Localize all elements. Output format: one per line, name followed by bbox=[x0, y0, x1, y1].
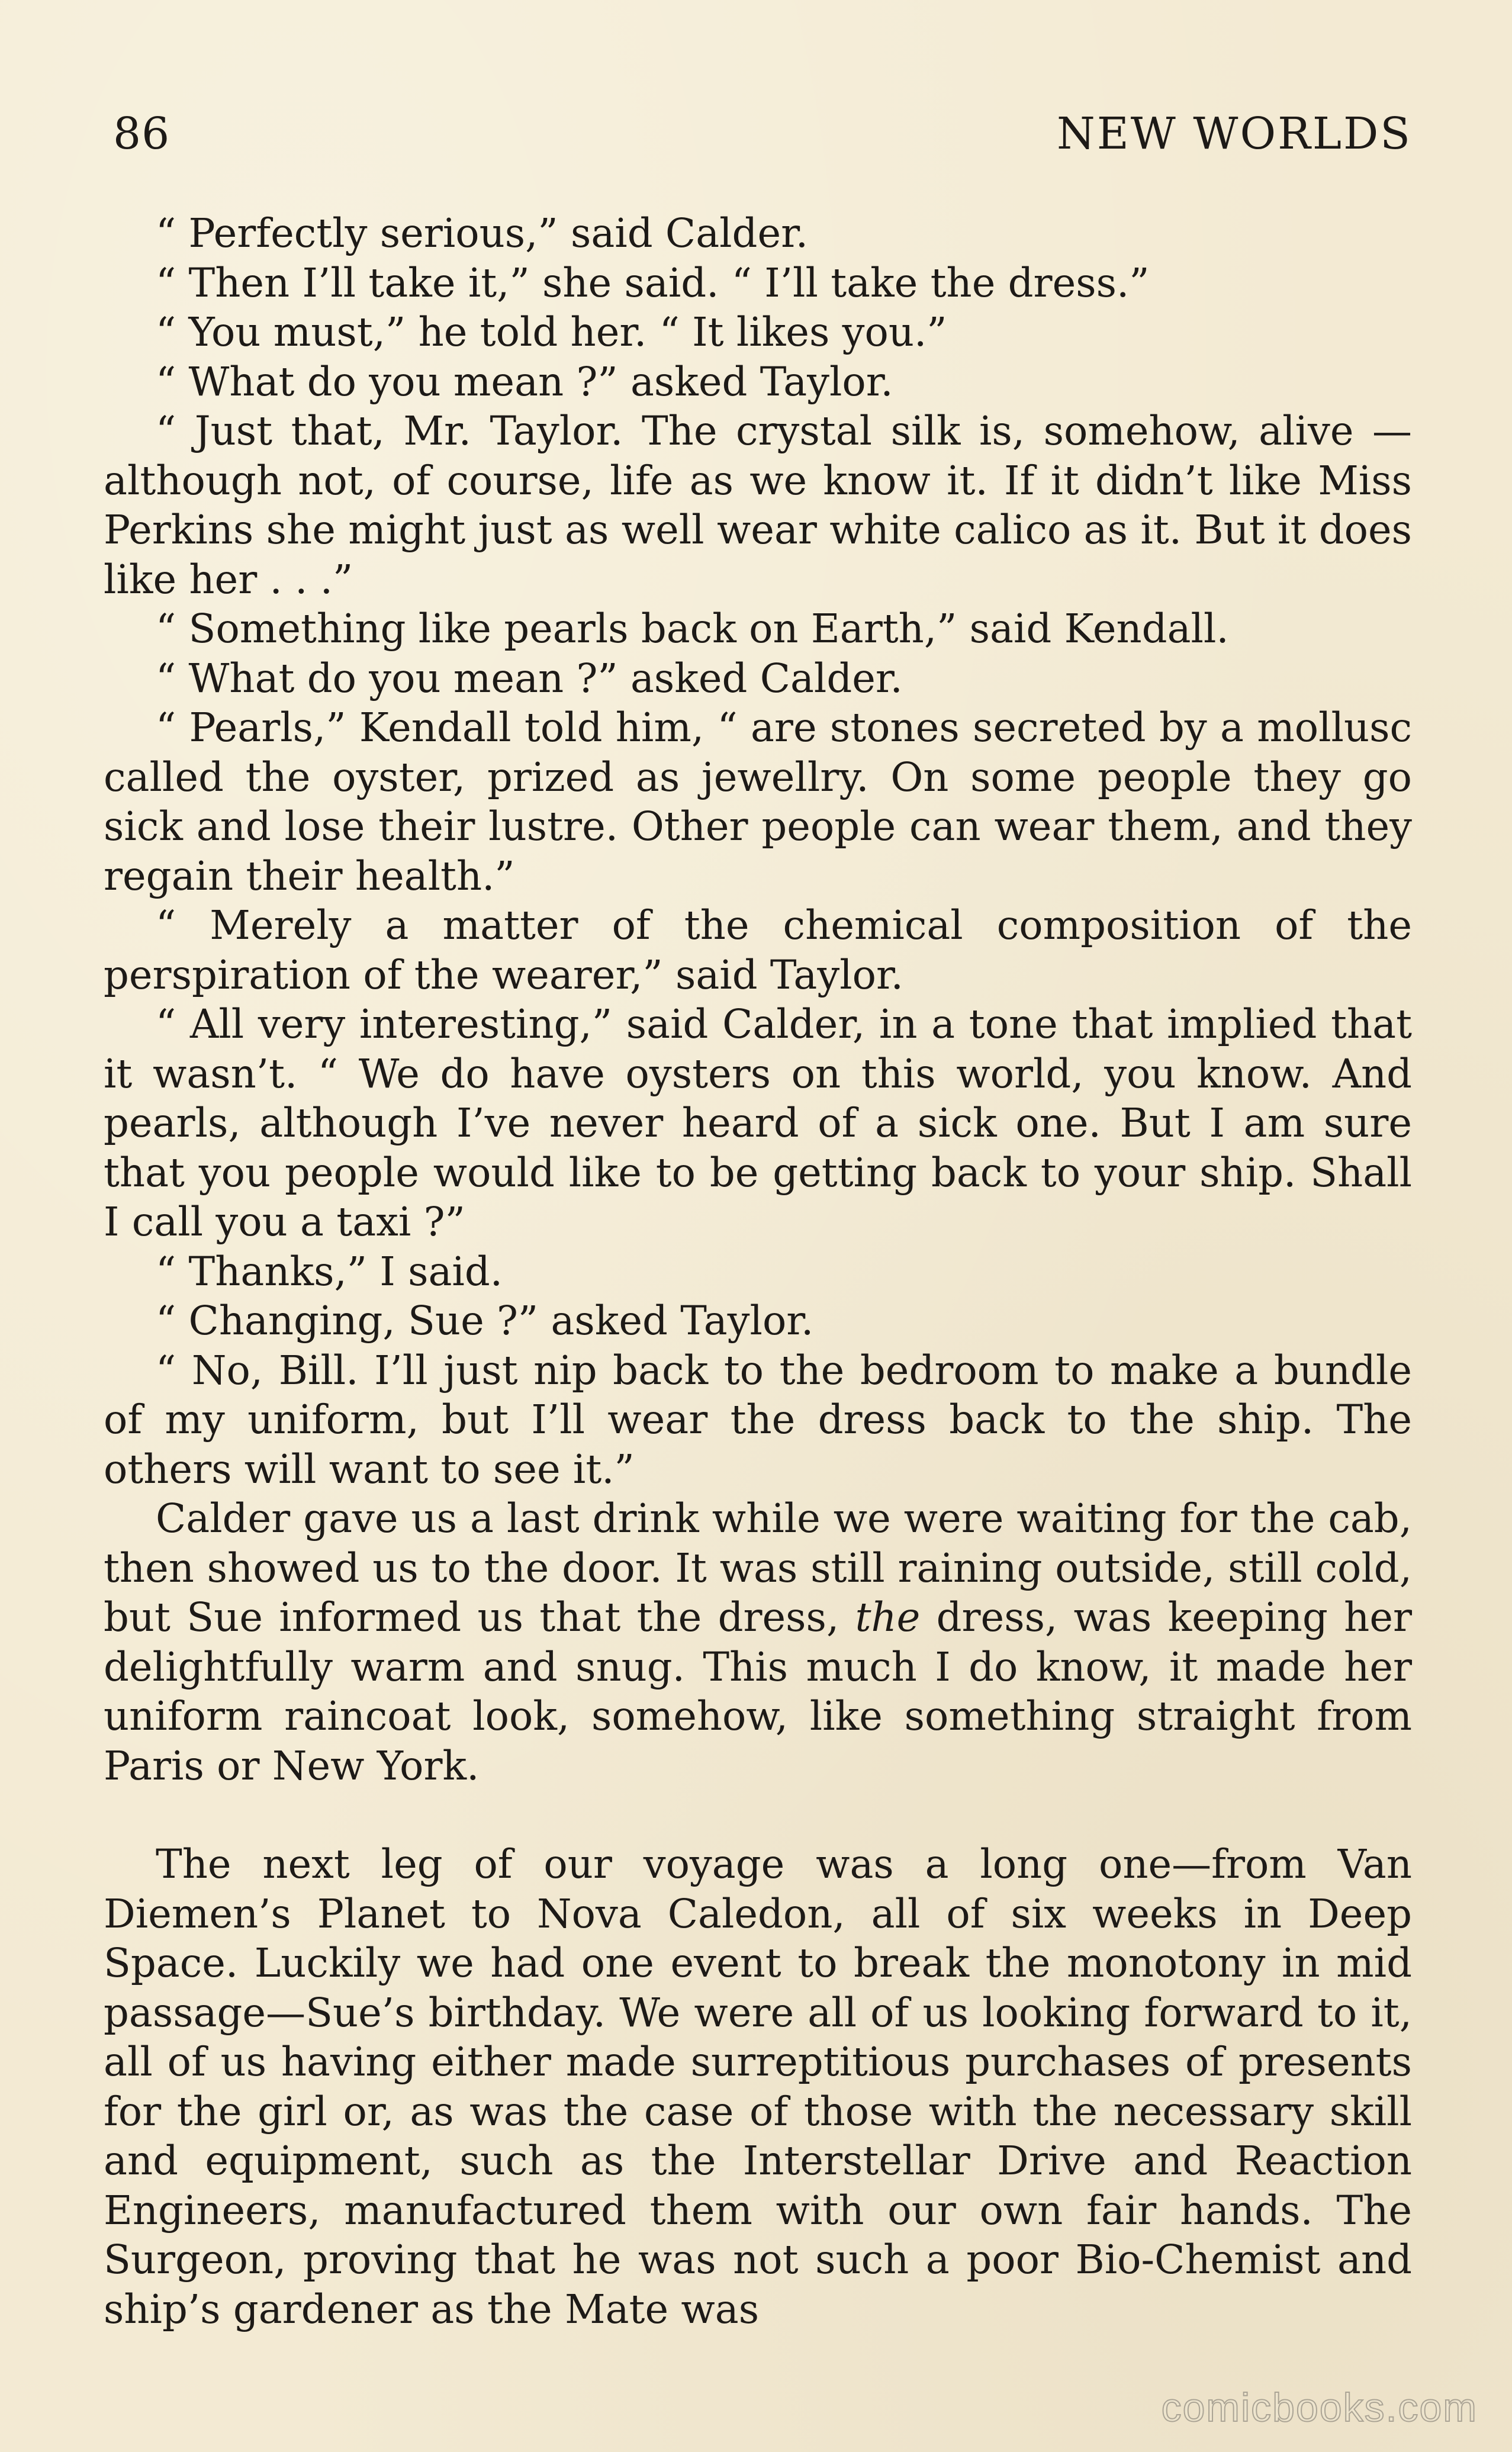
calder-text-after: dress, was keeping her delightfully warm and snug. This much I do know, it made her uniform raincoat look, somehow, like something straight from Paris or New York. bbox=[104, 1594, 1412, 1789]
italic-emphasis: the bbox=[855, 1594, 921, 1640]
running-title: NEW WORLDS bbox=[1057, 108, 1412, 159]
paragraph: “ Perfectly serious,” said Calder. bbox=[156, 210, 809, 256]
paragraph: “ No, Bill. I’ll just nip back to the bedroom to make a bundle of my uniform, but I’ll wear the dress back to the ship. The others will want to see it.” bbox=[104, 1347, 1412, 1492]
paragraph: “ What do you mean ?” asked Calder. bbox=[156, 655, 903, 702]
paragraph: “ Just that, Mr. Taylor. The crystal silk is, somehow, alive —although not, of course, life as we know it. If it didn’t like Miss Perkins she might just as well wear white calico as it. But it does like her . . .” bbox=[104, 408, 1412, 603]
body-text bbox=[104, 209, 1412, 2334]
paragraph: “ Something like pearls back on Earth,” said Kendall. bbox=[156, 606, 1229, 652]
next-section-paragraph: The next leg of our voyage was a long one—from Van Diemen’s Planet to Nova Caledon, all of six weeks in Deep Space. Luckily we had one event to break the monotony in mid passage—Sue’s birthday. We were all of us looking forward to it, all of us having either made surreptitious purchases of presents for the girl or, as was the case of those with the necessary skill and equipment, such as the Interstellar Drive and Reaction Engineers, manufactured them with our own fair hands. The Surgeon, proving that he was not such a poor Bio-Chemist and ship’s gardener as the Mate was bbox=[104, 1841, 1412, 2332]
calder-paragraph bbox=[104, 1494, 1412, 1791]
paragraph: “ All very interesting,” said Calder, in a tone that implied that it wasn’t. “ We do have oysters on this world, you know. And pearls, although I’ve never heard of a sick one. But I am sure that you people would like to be getting back to your ship. Shall I call you a taxi ?” bbox=[104, 1001, 1412, 1245]
page-number: 86 bbox=[113, 108, 170, 159]
book-page bbox=[104, 101, 1412, 2338]
paragraph: “ What do you mean ?” asked Taylor. bbox=[156, 358, 893, 405]
paragraph: “ You must,” he told her. “ It likes you.” bbox=[156, 309, 947, 355]
paragraph: “ Pearls,” Kendall told him, “ are stones secreted by a mollusc called the oyster, prized as jewellry. On some people they go sick and lose their lustre. Other people can wear them, and they regain their health.” bbox=[104, 704, 1412, 899]
calder-text-before: Calder gave us a last drink while we were waiting for the cab, then showed us to the door. It was still raining outside, still cold, but Sue informed us that the dress, bbox=[104, 1495, 1412, 1640]
page-header bbox=[104, 101, 1412, 166]
watermark-logo: comicbooks.com bbox=[1161, 2385, 1478, 2430]
paragraph: “ Changing, Sue ?” asked Taylor. bbox=[156, 1298, 814, 1344]
paragraph: “ Then I’ll take it,” she said. “ I’ll take the dress.” bbox=[156, 259, 1150, 306]
paragraph: “ Merely a matter of the chemical composition of the perspiration of the wearer,” said Taylor. bbox=[104, 902, 1412, 998]
paragraph: “ Thanks,” I said. bbox=[156, 1248, 503, 1295]
